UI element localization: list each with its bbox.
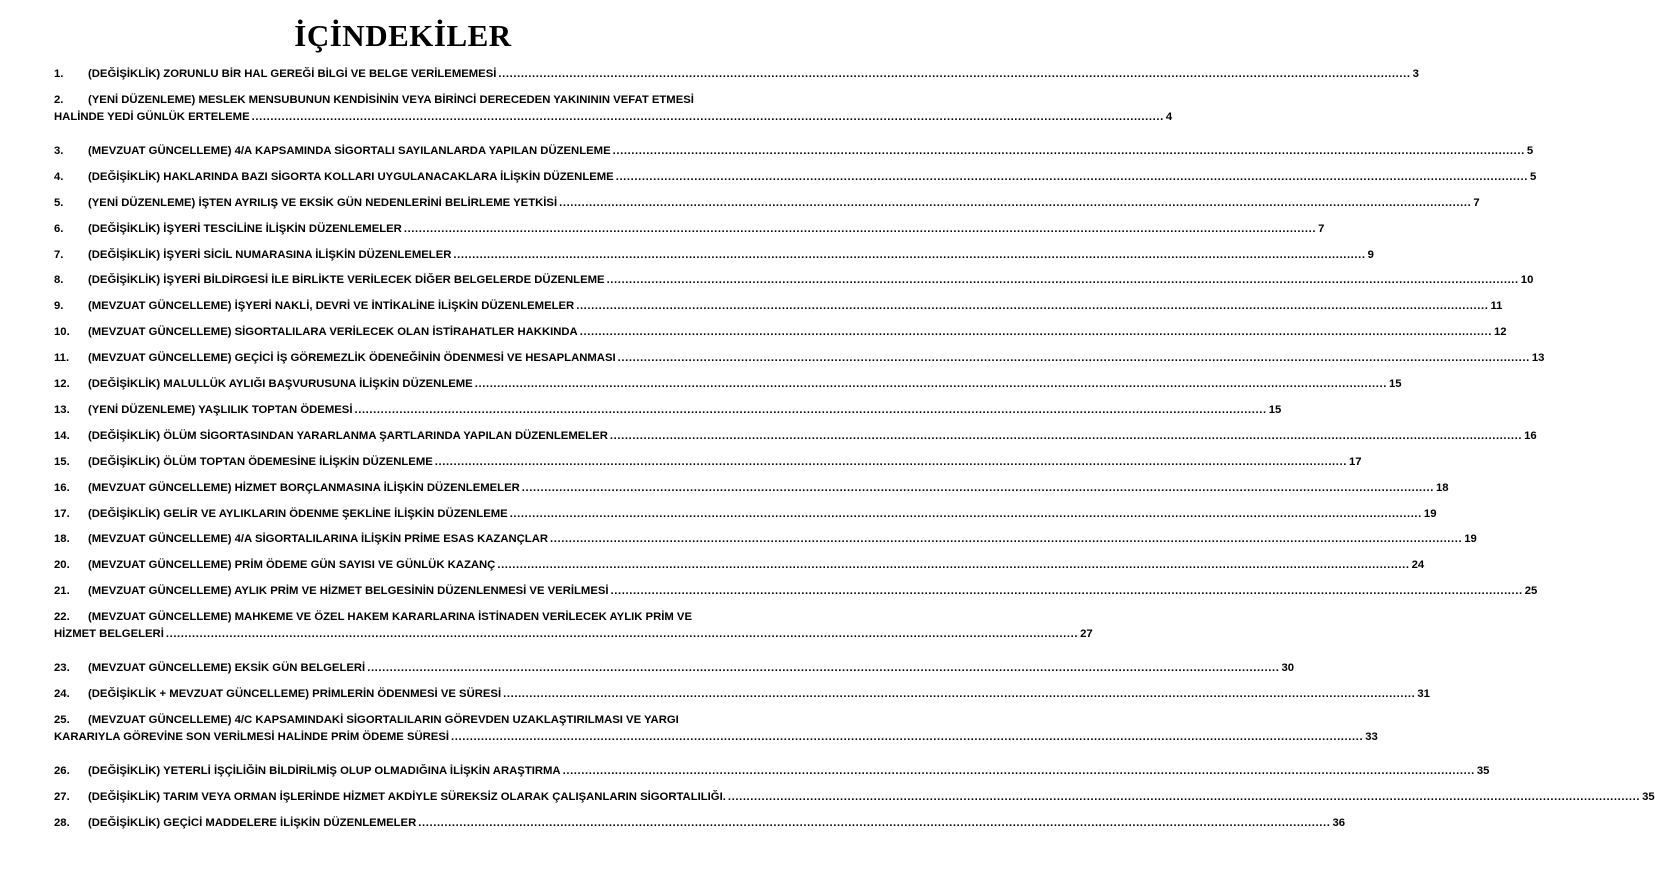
toc-entry[interactable] bbox=[54, 92, 1173, 126]
page-title: İÇİNDEKİLER bbox=[294, 18, 512, 53]
toc-dot-leader bbox=[616, 169, 1528, 186]
toc-entry-title: (MEVZUAT GÜNCELLEME) 4/A KAPSAMINDA SİGORTALI SAYILANLARDA YAPILAN DÜZENLEME bbox=[88, 144, 611, 157]
toc-entry-page: 10 bbox=[1520, 274, 1534, 287]
toc-entry-title: (YENİ DÜZENLEME) YAŞLILIK TOPTAN ÖDEMESİ bbox=[88, 403, 353, 416]
toc-entry-page: 7 bbox=[1318, 222, 1325, 235]
toc-dot-leader bbox=[559, 195, 1471, 212]
toc-entry-number: 5. bbox=[54, 196, 64, 209]
toc-dot-leader bbox=[503, 686, 1415, 703]
toc-entry-number: 8. bbox=[54, 274, 64, 287]
toc-dot-leader bbox=[453, 247, 1365, 264]
toc-entry-title: (MEVZUAT GÜNCELLEME) AYLIK PRİM VE HİZMET BELGESİNİN DÜZENLENMESİ VE VERİLMESİ bbox=[88, 585, 609, 598]
toc-entry-number: 7. bbox=[54, 248, 64, 261]
toc-entry-number: 26. bbox=[54, 764, 70, 777]
toc-dot-leader bbox=[607, 272, 1519, 289]
toc-entry-title: (MEVZUAT GÜNCELLEME) İŞYERİ NAKLİ, DEVRİ VE İNTİKALİNE İLİŞKİN DÜZENLEMELER bbox=[88, 300, 575, 313]
toc-entry-page: 5 bbox=[1529, 170, 1537, 183]
toc-entry[interactable] bbox=[54, 660, 1295, 677]
toc-entry[interactable] bbox=[54, 454, 1362, 471]
toc-entry-page: 9 bbox=[1367, 248, 1374, 261]
toc-entry-title: (DEĞİŞİKLİK) GEÇİCİ MADDELERE İLİŞKİN DÜZENLEMELER bbox=[88, 816, 417, 829]
toc-entry-number: 15. bbox=[54, 455, 70, 468]
toc-entry-number: 14. bbox=[54, 429, 70, 442]
toc-entry[interactable] bbox=[54, 712, 1378, 746]
toc-dot-leader bbox=[404, 221, 1316, 238]
toc-entry-title: (DEĞİŞİKLİK) ZORUNLU BİR HAL GEREĞİ BİLGİ VE BELGE VERİLEMEMESİ bbox=[88, 68, 497, 80]
toc-entry-number: 25. bbox=[54, 713, 70, 726]
toc-entry-number: 16. bbox=[54, 481, 70, 494]
toc-entry[interactable] bbox=[54, 324, 1507, 341]
toc-dot-leader bbox=[166, 626, 1078, 643]
toc-entry-title: (MEVZUAT GÜNCELLEME) GEÇİCİ İŞ GÖREMEZLİK ÖDENEĞİNİN ÖDENMESİ VE HESAPLANMASI bbox=[88, 352, 616, 365]
toc-entry-title: (DEĞİŞİKLİK) YETERLİ İŞÇİLİĞİN BİLDİRİLMİŞ OLUP OLMADIĞINA İLİŞKİN ARAŞTIRMA bbox=[88, 764, 561, 777]
toc-dot-leader bbox=[418, 815, 1330, 832]
toc-entry-title: (YENİ DÜZENLEME) İŞTEN AYRILIŞ VE EKSİK GÜN NEDENLERİNİ BELİRLEME YETKİSİ bbox=[88, 196, 558, 209]
toc-entry-page: 24 bbox=[1411, 559, 1425, 572]
toc-entry-number: 22. bbox=[54, 611, 70, 624]
toc-entry[interactable] bbox=[54, 376, 1402, 393]
toc-entry[interactable] bbox=[54, 272, 1534, 289]
toc-entry-page: 30 bbox=[1281, 662, 1295, 675]
toc-entry-title: (DEĞİŞİKLİK + MEVZUAT GÜNCELLEME) PRİMLERİN ÖDENMESİ VE SÜRESİ bbox=[88, 688, 502, 700]
toc-entry-page: 19 bbox=[1464, 533, 1477, 546]
toc-entry-title: (DEĞİŞİKLİK) İŞYERİ BİLDİRGESİ İLE BİRLİKTE VERİLECEK DİĞER BELGELERDE DÜZENLEME bbox=[88, 274, 605, 287]
toc-entry-title-continued: HALİNDE YEDİ GÜNLÜK ERTELEME bbox=[54, 110, 250, 123]
toc-entry-page: 12 bbox=[1493, 326, 1507, 339]
toc-entry-title: (MEVZUAT GÜNCELLEME) PRİM ÖDEME GÜN SAYISI VE GÜNLÜK KAZANÇ bbox=[88, 559, 496, 572]
toc-entry[interactable] bbox=[54, 247, 1374, 264]
toc-entry-page: 18 bbox=[1436, 481, 1449, 494]
toc-entry[interactable] bbox=[54, 195, 1480, 212]
toc-entry-page: 15 bbox=[1268, 403, 1282, 416]
toc-entry[interactable] bbox=[54, 609, 1093, 643]
toc-entry-page: 5 bbox=[1526, 144, 1534, 157]
toc-entry-page: 3 bbox=[1412, 68, 1419, 80]
toc-entry-title: (MEVZUAT GÜNCELLEME) EKSİK GÜN BELGELERİ bbox=[88, 662, 366, 675]
toc-entry[interactable] bbox=[54, 480, 1449, 497]
toc-entry-page: 4 bbox=[1165, 110, 1173, 123]
toc-entry[interactable] bbox=[54, 143, 1534, 160]
toc-entry-title: (DEĞİŞİKLİK) HAKLARINDA BAZI SİGORTA KOLLARI UYGULANACAKLARA İLİŞKİN DÜZENLEME bbox=[88, 170, 614, 183]
toc-entry-page: 15 bbox=[1388, 378, 1402, 390]
toc-entry-page: 16 bbox=[1524, 429, 1537, 442]
toc-dot-leader bbox=[728, 789, 1640, 806]
toc-dot-leader bbox=[618, 350, 1530, 367]
toc-dot-leader bbox=[510, 506, 1422, 523]
toc-dot-leader bbox=[563, 763, 1475, 780]
toc-entry-page: 13 bbox=[1531, 352, 1545, 365]
toc-entry-number: 12. bbox=[54, 378, 70, 390]
toc-entry-page: 33 bbox=[1365, 730, 1378, 743]
toc-entry[interactable] bbox=[54, 298, 1503, 315]
toc-dot-leader bbox=[610, 428, 1522, 445]
toc-entry-page: 19 bbox=[1423, 507, 1437, 520]
toc-dot-leader bbox=[522, 480, 1434, 497]
toc-entry-number: 28. bbox=[54, 816, 70, 829]
toc-entry[interactable] bbox=[54, 583, 1538, 600]
toc-entry-number: 20. bbox=[54, 559, 70, 572]
toc-entry-page: 31 bbox=[1417, 688, 1430, 700]
toc-entry-number: 2. bbox=[54, 93, 64, 106]
toc-entry-page: 25 bbox=[1524, 585, 1538, 598]
toc-dot-leader bbox=[497, 557, 1409, 574]
toc-entry-page: 11 bbox=[1490, 300, 1503, 313]
toc-entry-title-continued: KARARIYLA GÖREVİNE SON VERİLMESİ HALİNDE PRİM ÖDEME SÜRESİ bbox=[54, 730, 450, 743]
toc-entry-number: 1. bbox=[54, 68, 64, 80]
toc-entry-title: (MEVZUAT GÜNCELLEME) 4/C KAPSAMINDAKİ SİGORTALILARIN GÖREVDEN UZAKLAŞTIRILMASI VE YARGI bbox=[88, 713, 679, 726]
toc-entry-title: (DEĞİŞİKLİK) ÖLÜM TOPTAN ÖDEMESİNE İLİŞKİN DÜZENLEME bbox=[88, 455, 433, 468]
toc-dot-leader bbox=[435, 454, 1347, 471]
toc-entry-title-continued: HİZMET BELGELERİ bbox=[54, 628, 164, 641]
toc-entry-title: (YENİ DÜZENLEME) MESLEK MENSUBUNUN KENDİSİNİN VEYA BİRİNCİ DERECEDEN YAKINININ VEFAT ETMESİ bbox=[88, 93, 694, 106]
toc-entry[interactable] bbox=[54, 686, 1430, 703]
toc-entry-title: (DEĞİŞİKLİK) İŞYERİ SİCİL NUMARASINA İLİŞKİN DÜZENLEMELER bbox=[88, 248, 452, 261]
toc-entry[interactable] bbox=[54, 506, 1437, 523]
toc-entry[interactable] bbox=[54, 763, 1490, 780]
toc-dot-leader bbox=[475, 376, 1387, 393]
toc-entry-title: (DEĞİŞİKLİK) TARIM VEYA ORMAN İŞLERİNDE HİZMET AKDİYLE SÜREKSİZ OLARAK ÇALIŞANLARIN SİGORTALILIĞI. bbox=[88, 790, 726, 803]
toc-entry-number: 23. bbox=[54, 662, 70, 675]
toc-entry[interactable] bbox=[54, 815, 1346, 832]
toc-entry[interactable] bbox=[54, 402, 1282, 419]
toc-entry-number: 24. bbox=[54, 688, 70, 700]
toc-entry-title: (DEĞİŞİKLİK) MALULLÜK AYLIĞI BAŞVURUSUNA İLİŞKİN DÜZENLEME bbox=[88, 378, 473, 390]
toc-entry-number: 17. bbox=[54, 507, 70, 520]
toc-entry-number: 13. bbox=[54, 403, 70, 416]
toc-entry[interactable] bbox=[54, 169, 1537, 186]
toc-entry-page: 7 bbox=[1473, 196, 1480, 209]
toc-entry-page: 35 bbox=[1476, 764, 1490, 777]
toc-entry-page: 35 bbox=[1642, 790, 1655, 803]
toc-entry[interactable] bbox=[54, 350, 1545, 367]
toc-entry-number: 21. bbox=[54, 585, 70, 598]
toc-entry-page: 36 bbox=[1332, 816, 1346, 829]
toc-entry-title: (MEVZUAT GÜNCELLEME) MAHKEME VE ÖZEL HAKEM KARARLARINA İSTİNADEN VERİLECEK AYLIK PRİM VE bbox=[88, 611, 692, 624]
toc-dot-leader bbox=[451, 729, 1363, 746]
toc-entry-title: (DEĞİŞİKLİK) ÖLÜM SİGORTASINDAN YARARLANMA ŞARTLARINDA YAPILAN DÜZENLEMELER bbox=[88, 429, 608, 442]
toc-entry-page: 27 bbox=[1080, 628, 1093, 641]
toc-entry-number: 9. bbox=[54, 300, 64, 313]
toc-entry-title: (MEVZUAT GÜNCELLEME) 4/A SİGORTALILARINA İLİŞKİN PRİME ESAS KAZANÇLAR bbox=[88, 533, 549, 546]
toc-dot-leader bbox=[580, 324, 1492, 341]
toc-entry[interactable] bbox=[54, 428, 1537, 445]
toc-entry-title: (DEĞİŞİKLİK) GELİR VE AYLIKLARIN ÖDENME ŞEKLİNE İLİŞKİN DÜZENLEME bbox=[88, 507, 508, 520]
toc-dot-leader bbox=[367, 660, 1279, 677]
toc-dot-leader bbox=[354, 402, 1266, 419]
toc-dot-leader bbox=[611, 583, 1523, 600]
toc-entry[interactable] bbox=[54, 221, 1325, 238]
toc-entry-number: 11. bbox=[54, 352, 70, 365]
toc-entry[interactable] bbox=[54, 531, 1477, 548]
toc-dot-leader bbox=[576, 298, 1488, 315]
toc-entry-number: 3. bbox=[54, 144, 64, 157]
toc-entry-number: 18. bbox=[54, 533, 70, 546]
toc-entry-number: 6. bbox=[54, 222, 64, 235]
toc-entry-number: 10. bbox=[54, 326, 70, 339]
toc-entry-number: 27. bbox=[54, 790, 70, 803]
toc-entry-page: 17 bbox=[1349, 455, 1362, 468]
toc-entry[interactable] bbox=[54, 66, 1419, 83]
toc-entry-number: 4. bbox=[54, 170, 64, 183]
toc-entry-title: (DEĞİŞİKLİK) İŞYERİ TESCİLİNE İLİŞKİN DÜZENLEMELER bbox=[88, 222, 402, 235]
toc-dot-leader bbox=[613, 143, 1525, 160]
toc-entry[interactable] bbox=[54, 789, 1655, 806]
toc-dot-leader bbox=[498, 66, 1410, 83]
toc-entry-title: (MEVZUAT GÜNCELLEME) SİGORTALILARA VERİLECEK OLAN İSTİRAHATLER HAKKINDA bbox=[88, 326, 578, 339]
toc-entry-title: (MEVZUAT GÜNCELLEME) HİZMET BORÇLANMASINA İLİŞKİN DÜZENLEMELER bbox=[88, 481, 520, 494]
toc-entry[interactable] bbox=[54, 557, 1425, 574]
toc-dot-leader bbox=[252, 109, 1164, 126]
toc-dot-leader bbox=[550, 531, 1462, 548]
